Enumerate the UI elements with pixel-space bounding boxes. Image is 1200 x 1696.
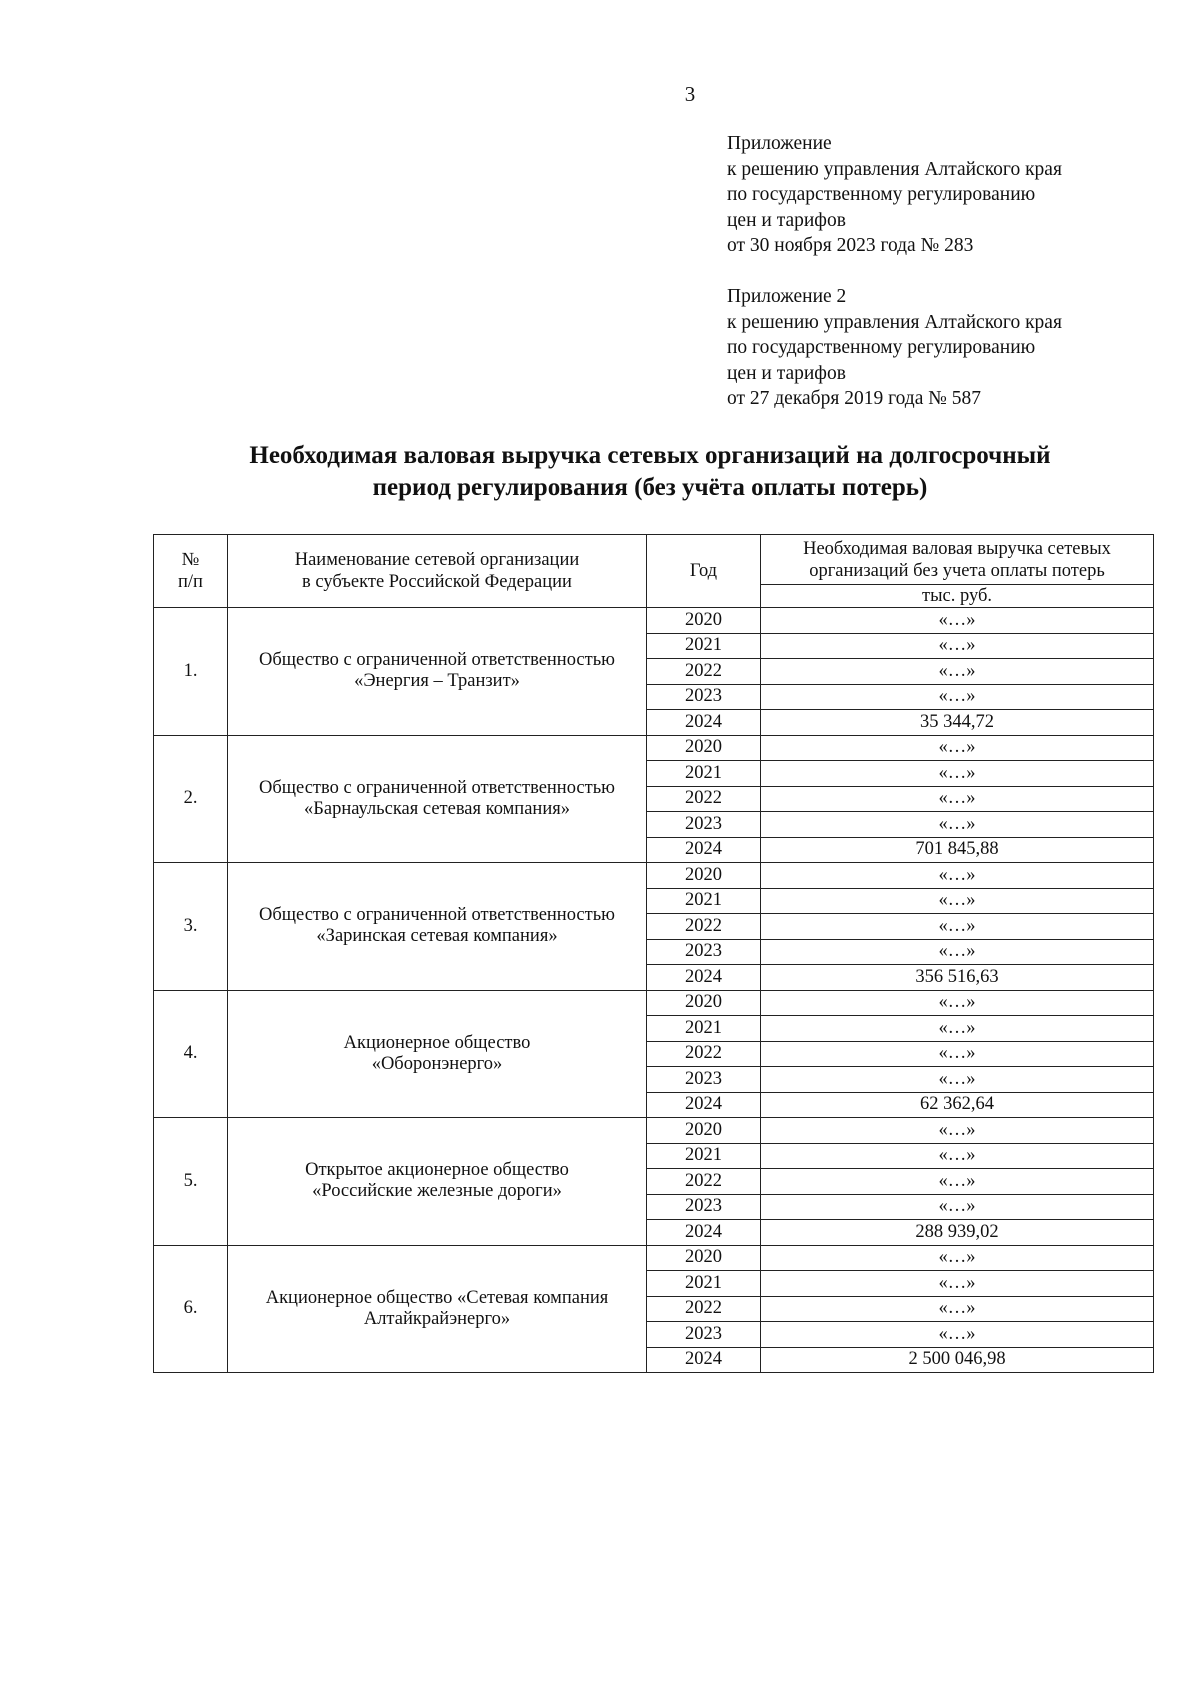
org-name-line: Общество с ограниченной ответственностью [259, 777, 615, 798]
year-cell: 2023 [647, 939, 761, 965]
year-cell: 2024 [647, 1347, 761, 1373]
org-name-line: Открытое акционерное общество [305, 1160, 569, 1181]
revenue-cell: «…» [761, 1194, 1154, 1220]
year-cell: 2022 [647, 1169, 761, 1195]
header-org-name-line: в субъекте Российской Федерации [302, 572, 572, 592]
org-name-line: «Заринская сетевая компания» [316, 926, 558, 947]
org-number: 3. [154, 863, 228, 991]
header-number [154, 535, 228, 608]
revenue-cell: «…» [761, 659, 1154, 685]
revenue-cell: «…» [761, 990, 1154, 1016]
year-cell: 2021 [647, 633, 761, 659]
year-cell: 2023 [647, 1067, 761, 1093]
year-cell: 2024 [647, 837, 761, 863]
appendix-original-line: от 27 декабря 2019 года № 587 [727, 388, 981, 409]
document-title [150, 440, 1150, 504]
revenue-cell: «…» [761, 1296, 1154, 1322]
revenue-cell: «…» [761, 1322, 1154, 1348]
revenue-cell: «…» [761, 1016, 1154, 1042]
appendix-current-line: по государственному регулированию [727, 184, 1036, 205]
org-name-line: «Барнаульская сетевая компания» [304, 798, 570, 819]
year-cell: 2020 [647, 735, 761, 761]
org-name-line: Алтайкрайэнерго» [363, 1308, 511, 1329]
revenue-cell: 356 516,63 [761, 965, 1154, 991]
revenue-cell: «…» [761, 1169, 1154, 1195]
revenue-cell: «…» [761, 1271, 1154, 1297]
year-cell: 2021 [647, 761, 761, 787]
appendix-original-line: по государственному регулированию [727, 337, 1036, 358]
org-number: 6. [154, 1245, 228, 1373]
year-cell: 2020 [647, 1118, 761, 1144]
year-cell: 2024 [647, 710, 761, 736]
org-name-line: Акционерное общество «Сетевая компания [265, 1287, 609, 1308]
appendix-original-line: Приложение 2 [727, 286, 847, 307]
year-cell: 2021 [647, 1271, 761, 1297]
org-name [228, 608, 647, 736]
year-cell: 2020 [647, 1245, 761, 1271]
year-cell: 2020 [647, 863, 761, 889]
revenue-table [153, 534, 1154, 1373]
revenue-cell: «…» [761, 1118, 1154, 1144]
header-revenue-line: организаций без учета оплаты потерь [809, 560, 1105, 581]
year-cell: 2020 [647, 608, 761, 634]
appendix-current-block [727, 131, 1062, 259]
org-number: 4. [154, 990, 228, 1118]
header-revenue [761, 535, 1154, 585]
org-number: 1. [154, 608, 228, 736]
revenue-cell: «…» [761, 914, 1154, 940]
table-row [154, 735, 1154, 761]
header-number-line: п/п [178, 572, 203, 592]
appendix-original-line: цен и тарифов [727, 362, 846, 384]
header-org-name [228, 535, 647, 608]
revenue-cell: «…» [761, 608, 1154, 634]
org-name-line: «Оборонэнерго» [371, 1053, 503, 1074]
revenue-cell: 288 939,02 [761, 1220, 1154, 1246]
header-year: Год [647, 535, 761, 608]
revenue-cell: «…» [761, 1067, 1154, 1093]
revenue-cell: 35 344,72 [761, 710, 1154, 736]
revenue-cell: «…» [761, 786, 1154, 812]
revenue-cell: 701 845,88 [761, 837, 1154, 863]
year-cell: 2022 [647, 914, 761, 940]
revenue-cell: «…» [761, 1143, 1154, 1169]
org-number: 2. [154, 735, 228, 863]
org-name-line: Общество с ограниченной ответственностью [259, 905, 615, 926]
year-cell: 2020 [647, 990, 761, 1016]
year-cell: 2022 [647, 659, 761, 685]
table-header-row [154, 535, 1154, 585]
org-name [228, 735, 647, 863]
revenue-cell: «…» [761, 863, 1154, 889]
appendix-current-line: к решению управления Алтайского края [727, 158, 1062, 180]
table-row [154, 608, 1154, 634]
revenue-cell: «…» [761, 684, 1154, 710]
revenue-cell: «…» [761, 1041, 1154, 1067]
year-cell: 2022 [647, 1296, 761, 1322]
header-number-line: № [181, 550, 200, 570]
year-cell: 2023 [647, 1194, 761, 1220]
year-cell: 2023 [647, 812, 761, 838]
org-name-line: «Энергия – Транзит» [354, 671, 520, 692]
org-name-line: «Российские железные дороги» [312, 1181, 562, 1202]
org-name [228, 863, 647, 991]
table-row [154, 863, 1154, 889]
revenue-cell: «…» [761, 812, 1154, 838]
year-cell: 2024 [647, 965, 761, 991]
year-cell: 2022 [647, 786, 761, 812]
table-body [154, 608, 1154, 1373]
year-cell: 2021 [647, 1143, 761, 1169]
appendix-original-block [727, 284, 1062, 412]
year-cell: 2024 [647, 1220, 761, 1246]
year-cell: 2022 [647, 1041, 761, 1067]
appendix-original-line: к решению управления Алтайского края [727, 311, 1062, 333]
header-revenue-line: Необходимая валовая выручка сетевых [803, 538, 1111, 559]
table-row [154, 1245, 1154, 1271]
table-row [154, 1118, 1154, 1144]
appendix-current-line: от 30 ноября 2023 года № 283 [727, 235, 974, 256]
header-org-name-line: Наименование сетевой организации [294, 550, 580, 570]
year-cell: 2021 [647, 1016, 761, 1042]
revenue-cell: «…» [761, 735, 1154, 761]
year-cell: 2024 [647, 1092, 761, 1118]
org-number: 5. [154, 1118, 228, 1246]
table-row [154, 990, 1154, 1016]
revenue-cell: «…» [761, 761, 1154, 787]
org-name-line: Акционерное общество [343, 1032, 531, 1053]
page-number: 3 [684, 82, 696, 106]
header-unit: тыс. руб. [761, 585, 1154, 608]
org-name-line: Общество с ограниченной ответственностью [259, 650, 615, 671]
org-name [228, 1245, 647, 1373]
revenue-cell: «…» [761, 888, 1154, 914]
revenue-cell: «…» [761, 939, 1154, 965]
year-cell: 2023 [647, 1322, 761, 1348]
year-cell: 2021 [647, 888, 761, 914]
appendix-current-line: Приложение [727, 133, 832, 154]
revenue-cell: 2 500 046,98 [761, 1347, 1154, 1373]
appendix-current-line: цен и тарифов [727, 209, 846, 231]
revenue-cell: «…» [761, 633, 1154, 659]
document-title-line: период регулирования (без учёта оплаты потерь) [372, 474, 928, 501]
org-name [228, 1118, 647, 1246]
document-title-line: Необходимая валовая выручка сетевых организаций на долгосрочный [249, 442, 1051, 469]
year-cell: 2023 [647, 684, 761, 710]
revenue-cell: 62 362,64 [761, 1092, 1154, 1118]
revenue-cell: «…» [761, 1245, 1154, 1271]
org-name [228, 990, 647, 1118]
